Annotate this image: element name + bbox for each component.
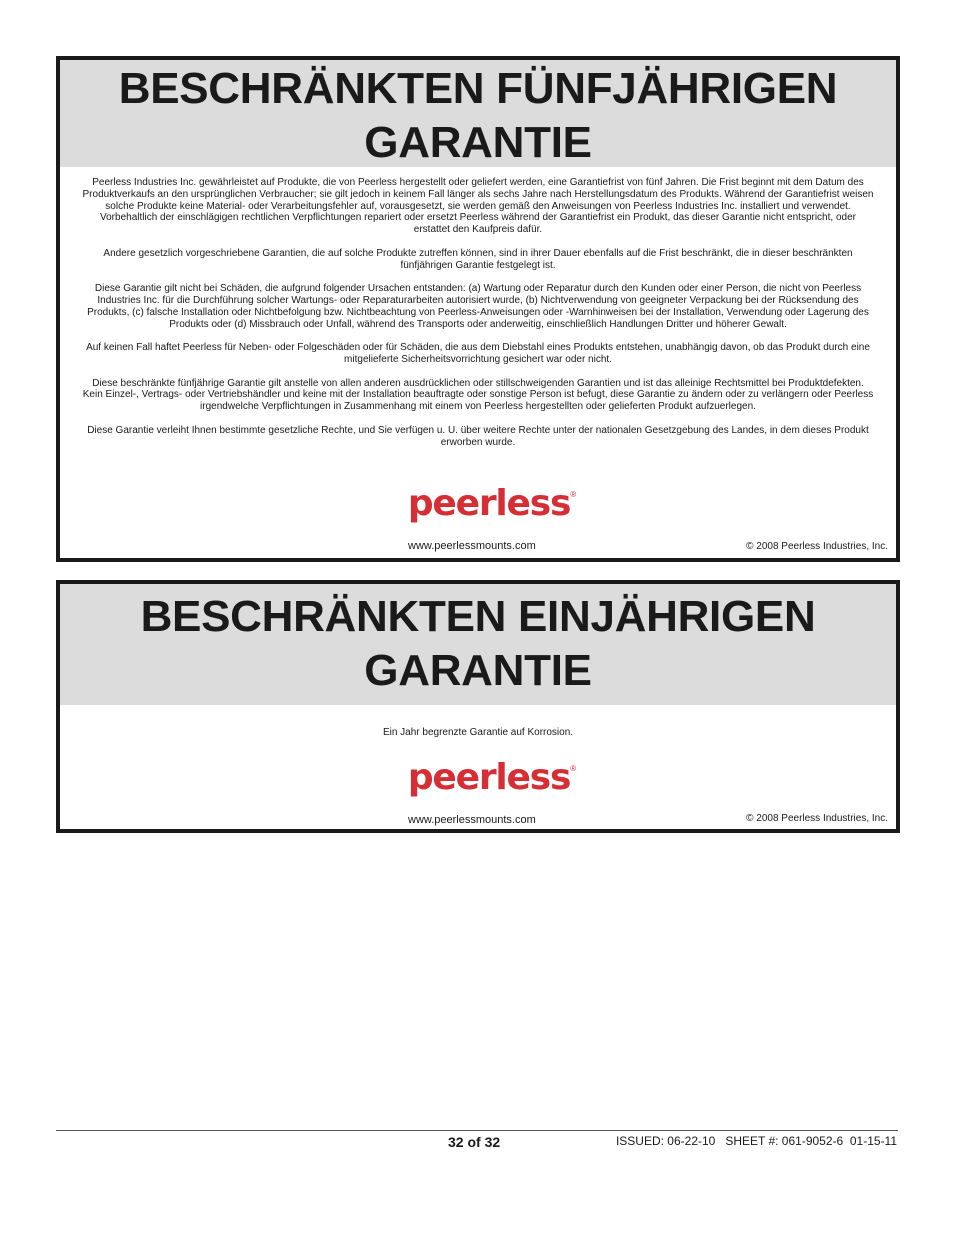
warranty-paragraph: Diese Garantie gilt nicht bei Schäden, die aufgrund folgender Ursachen entstanden: (a) Wartung oder Reparatur durch den Kunden oder einer Person, die nicht von Peerless Industries Inc. für die Durchführung solcher Wartungs- oder Reparaturarbeiten autorisiert wurde, (b) Nichtverwendung von geeigneter Verpackung bei der Rücksendung des Produkts, (c) falsche Installation oder Nichtbefolgung bzw. Nichtbeachtung von Peerless-Anweisungen oder -Warnhinweisen bei der Installation, Verwendung oder Lagerung des Produkts oder (d) Missbrauch oder Unfall, während des Transports oder anderweitig, einschließlich Handlungen Dritter und höherer Gewalt. [87,283,869,330]
copyright-text: © 2008 Peerless Industries, Inc. [746,813,888,824]
warranty-paragraph: Andere gesetzlich vorgeschriebene Garantien, die auf solche Produkte zutreffen können, sind in ihrer Dauer ebenfalls auf die Frist beschränkt, die in dieser beschränkten fünfjährigen Garantie festgelegt ist. [103,247,853,271]
five-year-warranty-text [60,167,896,448]
warranty-paragraph: Peerless Industries Inc. gewährleistet auf Produkte, die von Peerless hergestellt oder geliefert werden, eine Garantiefrist von fünf Jahren. Die Frist beginnt mit dem Datum des Produktverkaufs an den ursprünglichen Verbraucher; sie gilt jedoch in keinem Fall länger als sechs Jahre nach Herstellungsdatum des Produkts. Während der Garantiefrist weisen solche Produkte keine Material- oder Verarbeitungsfehler auf, vorausgesetzt, sie werden gemäß den Anweisungen von Peerless Industries Inc. installiert und verwendet. Vorbehaltlich der einschlägigen rechtlichen Verpflichtungen repariert oder ersetzt Peerless während der Garantiefrist ein Produkt, das dieser Garantie nicht entspricht, oder erstattet den Kaufpreis dafür. [82,177,874,236]
registered-mark: ® [570,490,577,499]
peerless-logo: peerless® [407,483,577,524]
warranty-paragraph: Ein Jahr begrenzte Garantie auf Korrosion. [382,727,574,738]
footer-divider [56,1130,898,1131]
page-number: 32 of 32 [448,1134,501,1150]
peerless-logo: peerless® [407,757,577,798]
warranty-paragraph: Auf keinen Fall haftet Peerless für Neben- oder Folgeschäden oder für Schäden, die aus dem Diebstahl eines Produkts entstehen, unabhängig davon, ob das Produkt durch eine mitgelieferte Sicherheitsvorrichtung gesichert war oder nicht. [86,342,870,365]
copyright-text: © 2008 Peerless Industries, Inc. [746,541,888,552]
website-link[interactable]: www.peerlessmounts.com [408,814,536,826]
one-year-warranty-title: BESCHRÄNKTEN EINJÄHRIGEN GARANTIE [60,584,896,705]
five-year-warranty-title: BESCHRÄNKTEN FÜNFJÄHRIGEN GARANTIE [60,60,896,167]
issue-info: ISSUED: 06-22-10 SHEET #: 061-9052-6 01-15-11 [615,1134,897,1148]
one-year-warranty-box [56,580,900,833]
warranty-paragraph: Diese beschränkte fünfjährige Garantie gilt anstelle von allen anderen ausdrücklichen oder stillschweigenden Garantien und ist das alleinige Rechtsmittel bei Produktdefekten. Kein Einzel-, Vertrags- oder Vertriebshändler und keine mit der Installation beauftragte oder sonstige Person ist befugt, diese Garantie zu ändern oder zu verlängern oder Peerless irgendwelche Verpflichtungen in Zusammenhang mit einem von Peerless hergestellten oder gelieferten Produkt aufzuerlegen. [82,377,874,413]
registered-mark: ® [570,764,577,773]
one-year-warranty-text [60,705,896,739]
five-year-warranty-box [56,56,900,562]
warranty-paragraph: Diese Garantie verleiht Ihnen bestimmte gesetzliche Rechte, und Sie verfügen u. U. über weitere Rechte unter der nationalen Gesetzgebung des Landes, in dem dieses Produkt erworben wurde. [87,424,869,448]
website-link[interactable]: www.peerlessmounts.com [408,540,536,552]
